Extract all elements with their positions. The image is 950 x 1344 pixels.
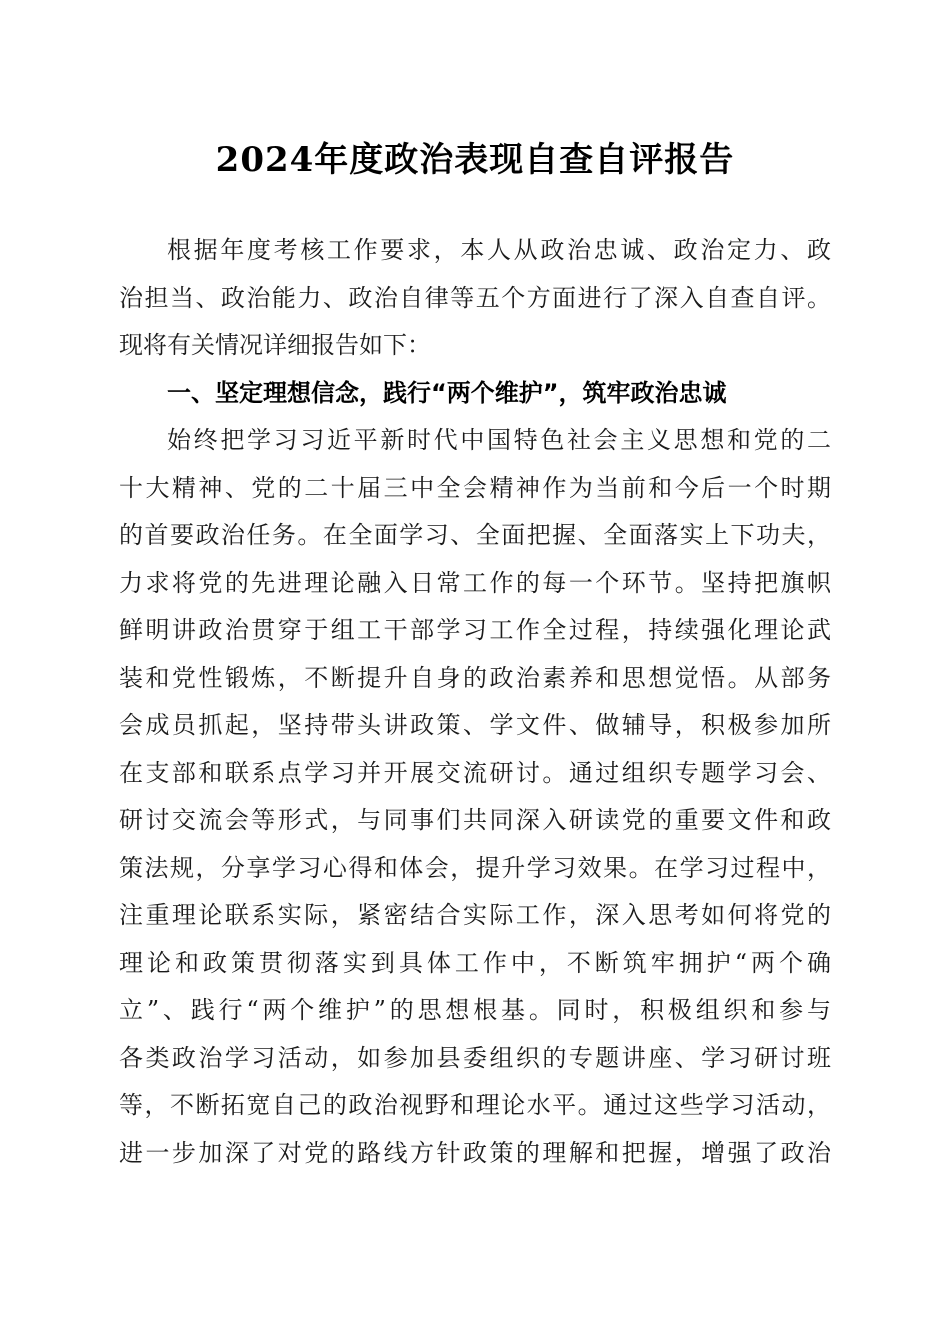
paragraph-line: 装和党性锻炼，不断提升自身的政治素养和思想觉悟。从部务 bbox=[119, 663, 831, 692]
paragraph-line: 各类政治学习活动，如参加县委组织的专题讲座、学习研讨班 bbox=[119, 1043, 831, 1072]
paragraph-line: 十大精神、党的二十届三中全会精神作为当前和今后一个时期 bbox=[119, 473, 831, 502]
paragraph-line: 始终把学习习近平新时代中国特色社会主义思想和党的二 bbox=[167, 426, 831, 454]
intro-line: 治担当、政治能力、政治自律等五个方面进行了深入自查自评。 bbox=[119, 283, 831, 312]
paragraph-line: 研讨交流会等形式，与同事们共同深入研读党的重要文件和政 bbox=[119, 806, 831, 834]
paragraph-line: 理论和政策贯彻落实到具体工作中，不断筑牢拥护“两个确 bbox=[119, 948, 831, 977]
document-body bbox=[119, 227, 831, 1177]
paragraph-line: 策法规，分享学习心得和体会，提升学习效果。在学习过程中， bbox=[119, 853, 831, 882]
paragraph-line: 鲜明讲政治贯穿于组工干部学习工作全过程，持续强化理论武 bbox=[119, 616, 831, 644]
paragraph-line: 进一步加深了对党的路线方针政策的理解和把握，增强了政治 bbox=[119, 1138, 831, 1167]
paragraph-line: 注重理论联系实际，紧密结合实际工作，深入思考如何将党的 bbox=[119, 901, 831, 929]
paragraph-line: 力求将党的先进理论融入日常工作的每一个环节。坚持把旗帜 bbox=[119, 568, 831, 597]
intro-line: 现将有关情况详细报告如下： bbox=[119, 331, 431, 359]
paragraph-line: 立”、践行“两个维护”的思想根基。同时，积极组织和参与 bbox=[119, 996, 831, 1024]
paragraph-line: 在支部和联系点学习并开展交流研讨。通过组织专题学习会、 bbox=[119, 758, 831, 787]
paragraph-line: 等，不断拓宽自己的政治视野和理论水平。通过这些学习活动， bbox=[119, 1091, 831, 1119]
document-title: 2024年度政治表现自查自评报告 bbox=[215, 140, 735, 180]
paragraph-line: 会成员抓起，坚持带头讲政策、学文件、做辅导，积极参加所 bbox=[119, 711, 831, 739]
paragraph-line: 的首要政治任务。在全面学习、全面把握、全面落实上下功夫， bbox=[119, 521, 831, 549]
section-heading: 一、坚定理想信念，践行“两个维护”，筑牢政治忠诚 bbox=[167, 378, 727, 407]
intro-line: 根据年度考核工作要求，本人从政治忠诚、政治定力、政 bbox=[167, 236, 831, 264]
